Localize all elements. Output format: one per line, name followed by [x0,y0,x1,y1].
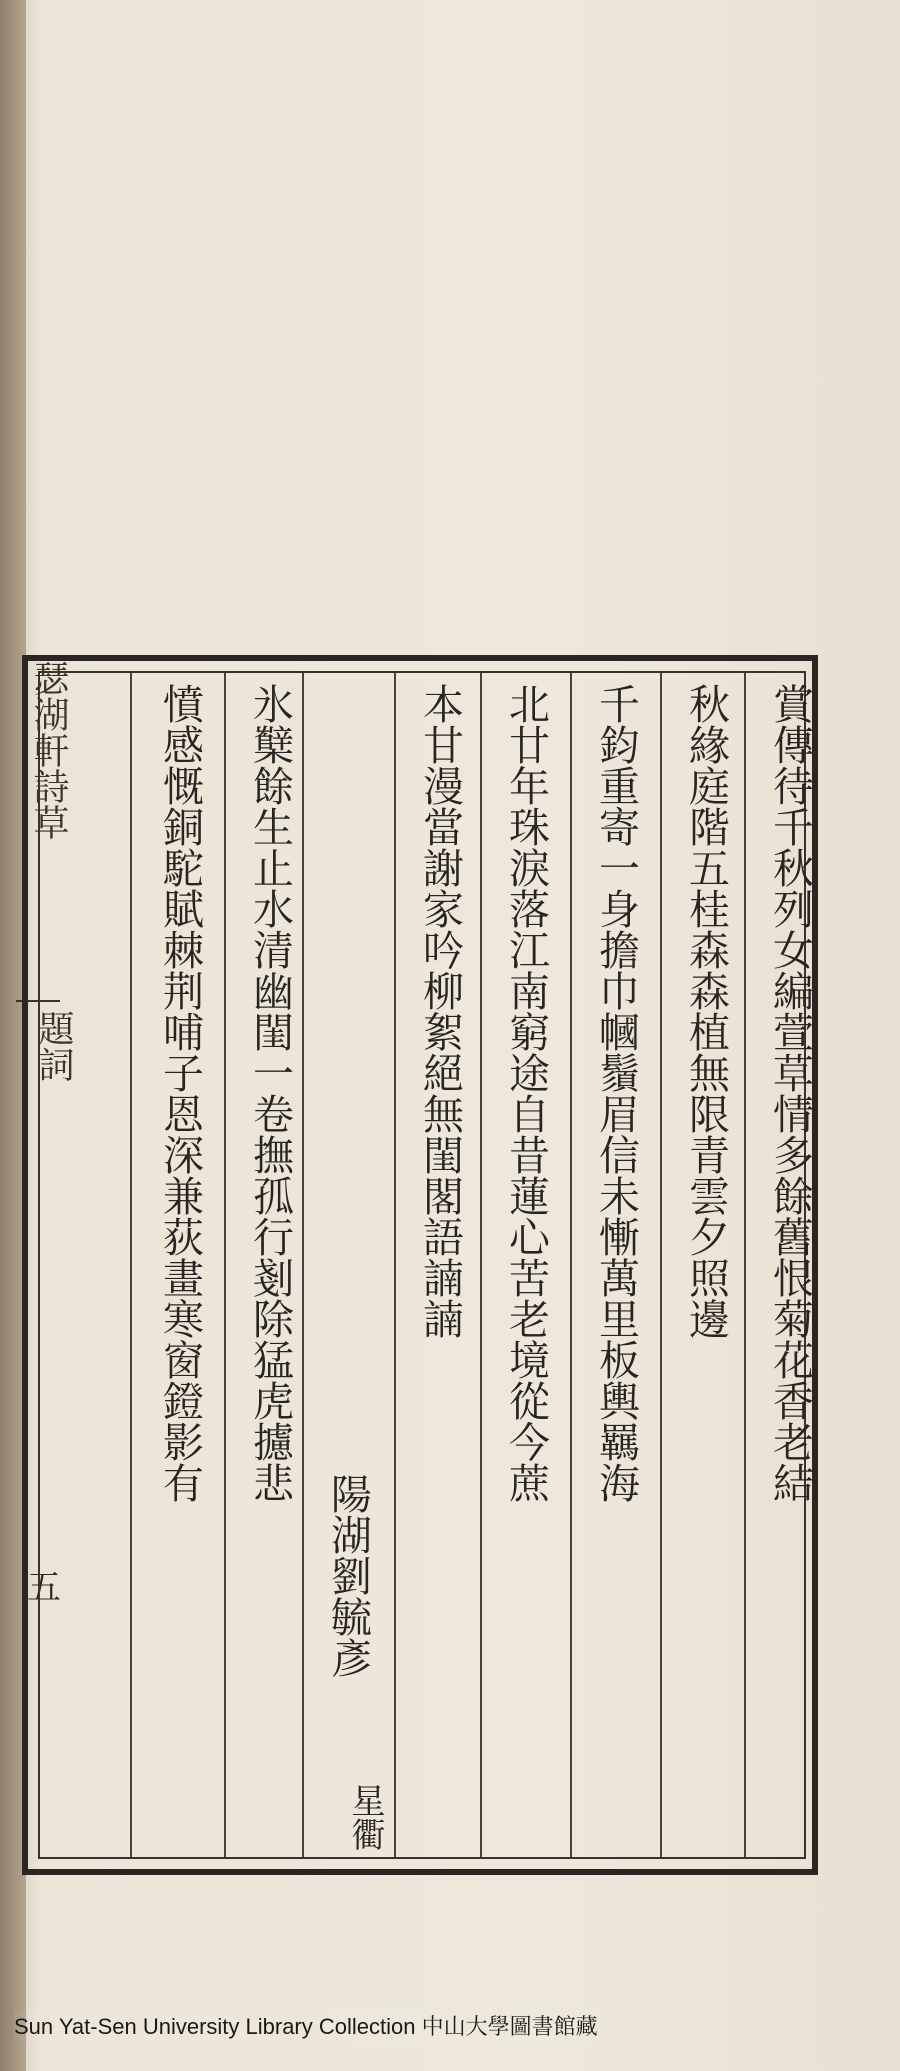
book-title: 瑟湖軒詩草 [28,660,69,840]
text-frame [22,655,818,1875]
section-label: 題詞 [33,1010,74,1082]
folio-number: 五 [27,1568,61,1608]
text-column-8 [136,673,224,1857]
column-text: 賞傳待千秋列女編萱草情多餘舊恨菊花香老結 [766,683,814,1503]
column-text: 北廿年珠淚落江南窮途自昔蓮心苦老境從今蔗 [502,683,550,1503]
text-column-1 [746,673,834,1857]
author-name: 陽湖劉毓彥 [324,1473,372,1678]
text-column-style-name [340,673,390,1857]
library-watermark: Sun Yat-Sen University Library Collection 中山大學圖書館藏 [14,2010,598,2041]
column-text: 秋緣庭階五桂森森植無限青雲夕照邊 [682,683,730,1339]
column-text: 憤感慨銅駝賦棘荆哺子恩深兼荻畫寒窗鐙影有 [156,683,204,1503]
text-frame-inner [38,671,814,1859]
column-text: 本甘漫當謝家吟柳絮絕無閨閣語諵諵 [416,683,464,1339]
text-column-5 [396,673,484,1857]
column-text: 千鈞重寄一身擔巾幗鬚眉信未慚萬里板輿羈海 [592,683,640,1503]
text-column-7 [226,673,314,1857]
column-rule [130,673,132,1857]
column-text: 氷櫱餘生止水清幽閨一卷撫孤行剗除猛虎攄悲 [246,683,294,1503]
author-style-name: 星衢 [345,1783,385,1851]
text-column-4 [482,673,570,1857]
text-column-2 [662,673,750,1857]
text-column-3 [572,673,660,1857]
